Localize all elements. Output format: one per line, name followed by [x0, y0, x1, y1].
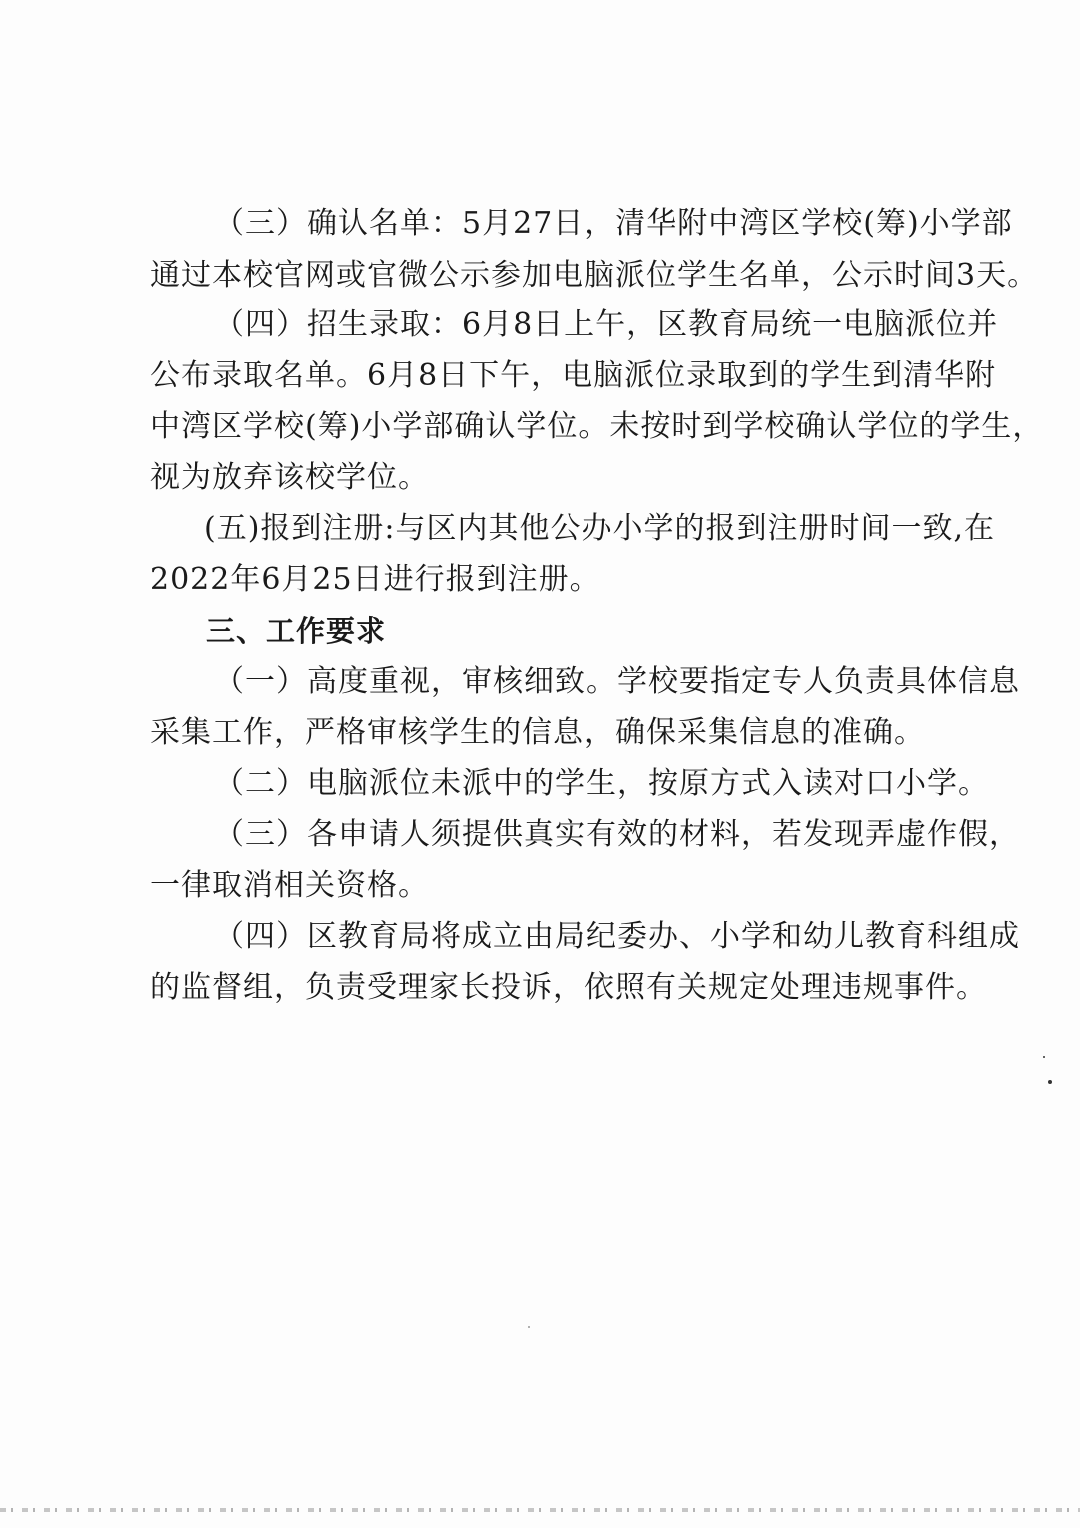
requirement-1-line-1: （一）高度重视，审核细致。学校要指定专人负责具体信息: [214, 664, 1020, 699]
paragraph-4-line-3: 中湾区学校(筹)小学部确认学位。未按时到学校确认学位的学生，: [150, 409, 1044, 444]
scan-speck: [528, 1326, 530, 1328]
requirement-3-line-1: （三）各申请人须提供真实有效的材料，若发现弄虚作假，: [214, 817, 1020, 852]
paragraph-5-line-1: (五)报到注册:与区内其他公办小学的报到注册时间一致,在: [204, 511, 996, 546]
scan-speck: [1048, 1080, 1052, 1084]
scan-speck: [1043, 1056, 1045, 1058]
paragraph-4-line-4: 视为放弃该校学位。: [150, 460, 429, 495]
paragraph-5-line-2: 2022年6月25日进行报到注册。: [150, 562, 601, 597]
requirement-3-line-2: 一律取消相关资格。: [150, 868, 429, 903]
paragraph-3-line-2: 通过本校官网或官微公示参加电脑派位学生名单，公示时间3天。: [150, 258, 1039, 293]
requirement-2-line-1: （二）电脑派位未派中的学生，按原方式入读对口小学。: [214, 766, 989, 801]
paragraph-3-line-1: （三）确认名单：5月27日，清华附中湾区学校(筹)小学部: [214, 206, 1013, 241]
requirement-4-line-1: （四）区教育局将成立由局纪委办、小学和幼儿教育科组成: [214, 919, 1020, 954]
paragraph-4-line-1: （四）招生录取：6月8日上午，区教育局统一电脑派位并: [214, 307, 999, 342]
paragraph-4-line-2: 公布录取名单。6月8日下午，电脑派位录取到的学生到清华附: [150, 358, 997, 393]
scan-edge-artifact: [0, 1508, 1080, 1512]
requirement-4-line-2: 的监督组，负责受理家长投诉，依照有关规定处理违规事件。: [150, 970, 987, 1005]
section-heading: 三、工作要求: [206, 614, 387, 648]
requirement-1-line-2: 采集工作，严格审核学生的信息，确保采集信息的准确。: [150, 715, 925, 750]
